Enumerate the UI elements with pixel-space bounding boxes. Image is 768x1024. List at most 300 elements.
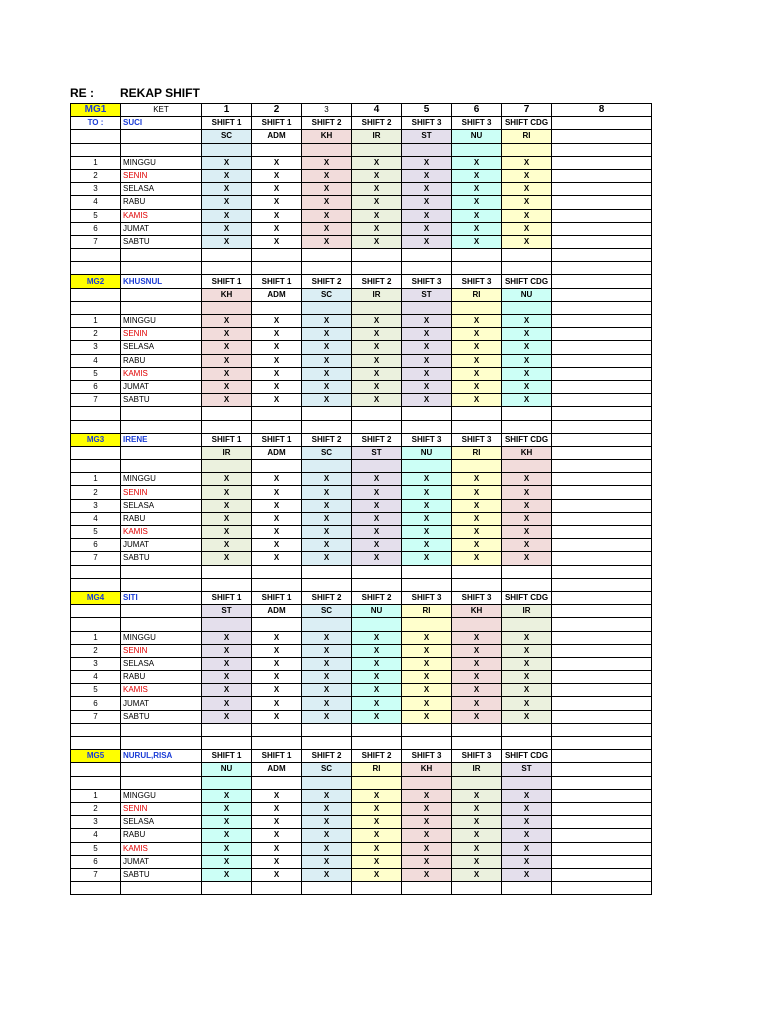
- shift-label[interactable]: SHIFT CDG: [502, 591, 552, 604]
- empty-cell[interactable]: [71, 130, 121, 143]
- shift-mark[interactable]: X: [202, 644, 252, 657]
- shift-mark[interactable]: X: [352, 235, 402, 248]
- shift-mark[interactable]: X: [502, 394, 552, 407]
- empty-cell[interactable]: [402, 578, 452, 591]
- day-name[interactable]: MINGGU: [121, 473, 202, 486]
- shift-mark[interactable]: X: [302, 169, 352, 182]
- empty-cell[interactable]: [302, 460, 352, 473]
- group-cell[interactable]: MG1: [71, 104, 121, 117]
- shift-mark[interactable]: X: [502, 644, 552, 657]
- shift-mark[interactable]: X: [302, 842, 352, 855]
- shift-mark[interactable]: X: [302, 328, 352, 341]
- shift-label[interactable]: SHIFT 2: [352, 275, 402, 288]
- shift-mark[interactable]: X: [402, 829, 452, 842]
- shift-mark[interactable]: X: [502, 657, 552, 670]
- shift-mark[interactable]: X: [402, 169, 452, 182]
- shift-code[interactable]: SC: [302, 763, 352, 776]
- shift-mark[interactable]: X: [252, 671, 302, 684]
- day-number[interactable]: 5: [71, 842, 121, 855]
- day-name[interactable]: SABTU: [121, 552, 202, 565]
- day-name[interactable]: SENIN: [121, 169, 202, 182]
- empty-cell[interactable]: [502, 301, 552, 314]
- empty-cell[interactable]: [552, 605, 652, 618]
- empty-cell[interactable]: [71, 301, 121, 314]
- empty-cell[interactable]: [71, 882, 121, 895]
- shift-mark[interactable]: X: [352, 539, 402, 552]
- empty-cell[interactable]: [121, 420, 202, 433]
- shift-mark[interactable]: X: [352, 526, 402, 539]
- shift-mark[interactable]: X: [352, 354, 402, 367]
- column-number[interactable]: 4: [352, 104, 402, 117]
- shift-mark[interactable]: X: [402, 315, 452, 328]
- shift-mark[interactable]: X: [502, 552, 552, 565]
- day-number[interactable]: 4: [71, 829, 121, 842]
- shift-mark[interactable]: X: [502, 473, 552, 486]
- empty-cell[interactable]: [552, 315, 652, 328]
- empty-cell[interactable]: [502, 420, 552, 433]
- day-number[interactable]: 2: [71, 486, 121, 499]
- empty-cell[interactable]: [452, 301, 502, 314]
- shift-mark[interactable]: X: [352, 855, 402, 868]
- empty-cell[interactable]: [71, 262, 121, 275]
- empty-cell[interactable]: [302, 301, 352, 314]
- shift-mark[interactable]: X: [352, 183, 402, 196]
- shift-mark[interactable]: X: [502, 816, 552, 829]
- empty-cell[interactable]: [502, 262, 552, 275]
- shift-label[interactable]: SHIFT 2: [302, 275, 352, 288]
- empty-cell[interactable]: [121, 737, 202, 750]
- shift-mark[interactable]: X: [352, 657, 402, 670]
- shift-mark[interactable]: X: [452, 842, 502, 855]
- empty-cell[interactable]: [121, 262, 202, 275]
- shift-mark[interactable]: X: [402, 156, 452, 169]
- shift-mark[interactable]: X: [252, 196, 302, 209]
- shift-label[interactable]: SHIFT 1: [202, 591, 252, 604]
- shift-label[interactable]: SHIFT 3: [452, 750, 502, 763]
- day-number[interactable]: 6: [71, 855, 121, 868]
- day-name[interactable]: RABU: [121, 829, 202, 842]
- empty-cell[interactable]: [552, 829, 652, 842]
- person-name[interactable]: SITI: [121, 591, 202, 604]
- day-name[interactable]: SABTU: [121, 235, 202, 248]
- shift-code[interactable]: IR: [502, 605, 552, 618]
- shift-mark[interactable]: X: [302, 499, 352, 512]
- shift-mark[interactable]: X: [402, 789, 452, 802]
- empty-cell[interactable]: [552, 169, 652, 182]
- shift-mark[interactable]: X: [352, 842, 402, 855]
- shift-label[interactable]: SHIFT CDG: [502, 433, 552, 446]
- day-name[interactable]: RABU: [121, 512, 202, 525]
- day-name[interactable]: MINGGU: [121, 315, 202, 328]
- empty-cell[interactable]: [552, 354, 652, 367]
- shift-mark[interactable]: X: [452, 473, 502, 486]
- group-cell[interactable]: MG3: [71, 433, 121, 446]
- empty-cell[interactable]: [302, 565, 352, 578]
- shift-code[interactable]: SC: [302, 605, 352, 618]
- shift-mark[interactable]: X: [202, 789, 252, 802]
- shift-mark[interactable]: X: [302, 486, 352, 499]
- shift-label[interactable]: SHIFT 2: [352, 750, 402, 763]
- shift-mark[interactable]: X: [452, 789, 502, 802]
- empty-cell[interactable]: [502, 737, 552, 750]
- shift-mark[interactable]: X: [302, 644, 352, 657]
- shift-code[interactable]: RI: [502, 130, 552, 143]
- shift-mark[interactable]: X: [302, 829, 352, 842]
- shift-mark[interactable]: X: [202, 855, 252, 868]
- empty-cell[interactable]: [552, 473, 652, 486]
- empty-cell[interactable]: [121, 288, 202, 301]
- empty-cell[interactable]: [121, 605, 202, 618]
- empty-cell[interactable]: [502, 882, 552, 895]
- shift-mark[interactable]: X: [402, 235, 452, 248]
- empty-cell[interactable]: [302, 407, 352, 420]
- shift-mark[interactable]: X: [302, 209, 352, 222]
- empty-cell[interactable]: [252, 262, 302, 275]
- shift-label[interactable]: SHIFT 3: [402, 275, 452, 288]
- shift-label[interactable]: SHIFT 3: [452, 591, 502, 604]
- shift-mark[interactable]: X: [302, 315, 352, 328]
- empty-cell[interactable]: [552, 262, 652, 275]
- shift-label[interactable]: SHIFT 1: [202, 117, 252, 130]
- day-name[interactable]: MINGGU: [121, 789, 202, 802]
- shift-mark[interactable]: X: [402, 367, 452, 380]
- empty-cell[interactable]: [552, 776, 652, 789]
- shift-mark[interactable]: X: [452, 328, 502, 341]
- shift-mark[interactable]: X: [352, 222, 402, 235]
- shift-code[interactable]: SC: [302, 288, 352, 301]
- shift-mark[interactable]: X: [202, 196, 252, 209]
- shift-label[interactable]: SHIFT CDG: [502, 275, 552, 288]
- shift-mark[interactable]: X: [302, 657, 352, 670]
- shift-mark[interactable]: X: [352, 684, 402, 697]
- shift-mark[interactable]: X: [202, 156, 252, 169]
- empty-cell[interactable]: [71, 618, 121, 631]
- shift-label[interactable]: SHIFT 3: [402, 591, 452, 604]
- empty-cell[interactable]: [202, 420, 252, 433]
- empty-cell[interactable]: [252, 882, 302, 895]
- day-name[interactable]: SELASA: [121, 816, 202, 829]
- empty-cell[interactable]: [552, 710, 652, 723]
- shift-label[interactable]: SHIFT 2: [352, 433, 402, 446]
- empty-cell[interactable]: [502, 578, 552, 591]
- empty-cell[interactable]: [252, 420, 302, 433]
- shift-mark[interactable]: X: [352, 644, 402, 657]
- shift-mark[interactable]: X: [452, 315, 502, 328]
- empty-cell[interactable]: [302, 882, 352, 895]
- shift-label[interactable]: SHIFT 2: [302, 433, 352, 446]
- day-name[interactable]: SABTU: [121, 394, 202, 407]
- empty-cell[interactable]: [552, 143, 652, 156]
- day-number[interactable]: 5: [71, 209, 121, 222]
- empty-cell[interactable]: [121, 565, 202, 578]
- shift-code[interactable]: ADM: [252, 130, 302, 143]
- shift-mark[interactable]: X: [202, 526, 252, 539]
- shift-mark[interactable]: X: [302, 552, 352, 565]
- shift-mark[interactable]: X: [402, 697, 452, 710]
- empty-cell[interactable]: [502, 249, 552, 262]
- shift-mark[interactable]: X: [252, 868, 302, 881]
- shift-label[interactable]: SHIFT 2: [352, 117, 402, 130]
- shift-code[interactable]: IR: [352, 288, 402, 301]
- day-number[interactable]: 3: [71, 499, 121, 512]
- empty-cell[interactable]: [71, 249, 121, 262]
- empty-cell[interactable]: [352, 776, 402, 789]
- shift-mark[interactable]: X: [202, 209, 252, 222]
- shift-mark[interactable]: X: [202, 868, 252, 881]
- day-name[interactable]: KAMIS: [121, 367, 202, 380]
- empty-cell[interactable]: [402, 249, 452, 262]
- empty-cell[interactable]: [252, 723, 302, 736]
- empty-cell[interactable]: [202, 143, 252, 156]
- empty-cell[interactable]: [252, 618, 302, 631]
- empty-cell[interactable]: [352, 407, 402, 420]
- shift-mark[interactable]: X: [502, 512, 552, 525]
- shift-mark[interactable]: X: [452, 552, 502, 565]
- shift-mark[interactable]: X: [202, 473, 252, 486]
- shift-mark[interactable]: X: [252, 341, 302, 354]
- shift-mark[interactable]: X: [302, 156, 352, 169]
- empty-cell[interactable]: [252, 460, 302, 473]
- shift-label[interactable]: SHIFT 1: [202, 750, 252, 763]
- empty-cell[interactable]: [71, 407, 121, 420]
- shift-mark[interactable]: X: [402, 209, 452, 222]
- day-name[interactable]: SENIN: [121, 486, 202, 499]
- empty-cell[interactable]: [71, 723, 121, 736]
- shift-mark[interactable]: X: [452, 631, 502, 644]
- shift-label[interactable]: SHIFT 1: [252, 117, 302, 130]
- shift-mark[interactable]: X: [402, 842, 452, 855]
- empty-cell[interactable]: [71, 737, 121, 750]
- empty-cell[interactable]: [502, 143, 552, 156]
- shift-mark[interactable]: X: [302, 380, 352, 393]
- empty-cell[interactable]: [552, 750, 652, 763]
- shift-mark[interactable]: X: [352, 802, 402, 815]
- day-number[interactable]: 7: [71, 235, 121, 248]
- group-cell[interactable]: MG4: [71, 591, 121, 604]
- shift-code[interactable]: KH: [402, 763, 452, 776]
- shift-mark[interactable]: X: [352, 473, 402, 486]
- shift-mark[interactable]: X: [502, 486, 552, 499]
- shift-mark[interactable]: X: [502, 842, 552, 855]
- empty-cell[interactable]: [302, 737, 352, 750]
- shift-mark[interactable]: X: [402, 657, 452, 670]
- person-name[interactable]: SUCI: [121, 117, 202, 130]
- shift-mark[interactable]: X: [502, 235, 552, 248]
- shift-mark[interactable]: X: [252, 789, 302, 802]
- empty-cell[interactable]: [552, 512, 652, 525]
- shift-mark[interactable]: X: [252, 394, 302, 407]
- empty-cell[interactable]: [252, 249, 302, 262]
- empty-cell[interactable]: [71, 763, 121, 776]
- shift-mark[interactable]: X: [452, 868, 502, 881]
- empty-cell[interactable]: [502, 565, 552, 578]
- shift-mark[interactable]: X: [402, 552, 452, 565]
- shift-mark[interactable]: X: [502, 315, 552, 328]
- shift-mark[interactable]: X: [202, 354, 252, 367]
- shift-mark[interactable]: X: [502, 380, 552, 393]
- empty-cell[interactable]: [552, 486, 652, 499]
- empty-cell[interactable]: [121, 130, 202, 143]
- empty-cell[interactable]: [71, 288, 121, 301]
- shift-mark[interactable]: X: [202, 631, 252, 644]
- shift-mark[interactable]: X: [252, 684, 302, 697]
- shift-mark[interactable]: X: [302, 196, 352, 209]
- shift-mark[interactable]: X: [302, 473, 352, 486]
- shift-mark[interactable]: X: [252, 486, 302, 499]
- day-name[interactable]: KAMIS: [121, 526, 202, 539]
- shift-mark[interactable]: X: [252, 631, 302, 644]
- empty-cell[interactable]: [252, 565, 302, 578]
- shift-mark[interactable]: X: [502, 222, 552, 235]
- day-name[interactable]: JUMAT: [121, 380, 202, 393]
- empty-cell[interactable]: [552, 235, 652, 248]
- shift-label[interactable]: SHIFT 2: [352, 591, 402, 604]
- empty-cell[interactable]: [252, 578, 302, 591]
- empty-cell[interactable]: [202, 407, 252, 420]
- empty-cell[interactable]: [552, 631, 652, 644]
- shift-mark[interactable]: X: [202, 512, 252, 525]
- shift-code[interactable]: ST: [402, 288, 452, 301]
- day-number[interactable]: 5: [71, 367, 121, 380]
- shift-mark[interactable]: X: [402, 499, 452, 512]
- shift-label[interactable]: SHIFT 1: [252, 591, 302, 604]
- shift-mark[interactable]: X: [352, 512, 402, 525]
- person-name[interactable]: KHUSNUL: [121, 275, 202, 288]
- empty-cell[interactable]: [71, 446, 121, 459]
- empty-cell[interactable]: [121, 143, 202, 156]
- day-number[interactable]: 2: [71, 802, 121, 815]
- empty-cell[interactable]: [402, 618, 452, 631]
- shift-mark[interactable]: X: [452, 802, 502, 815]
- empty-cell[interactable]: [452, 618, 502, 631]
- shift-mark[interactable]: X: [352, 671, 402, 684]
- shift-mark[interactable]: X: [502, 802, 552, 815]
- shift-mark[interactable]: X: [452, 539, 502, 552]
- shift-mark[interactable]: X: [302, 697, 352, 710]
- shift-label[interactable]: SHIFT 1: [202, 275, 252, 288]
- shift-mark[interactable]: X: [402, 341, 452, 354]
- shift-mark[interactable]: X: [502, 631, 552, 644]
- shift-mark[interactable]: X: [502, 539, 552, 552]
- day-name[interactable]: KAMIS: [121, 209, 202, 222]
- empty-cell[interactable]: [552, 789, 652, 802]
- day-number[interactable]: 3: [71, 183, 121, 196]
- shift-mark[interactable]: X: [302, 671, 352, 684]
- empty-cell[interactable]: [302, 143, 352, 156]
- shift-mark[interactable]: X: [402, 328, 452, 341]
- empty-cell[interactable]: [402, 407, 452, 420]
- shift-label[interactable]: SHIFT 1: [252, 750, 302, 763]
- shift-code[interactable]: NU: [502, 288, 552, 301]
- shift-mark[interactable]: X: [452, 684, 502, 697]
- shift-mark[interactable]: X: [502, 868, 552, 881]
- empty-cell[interactable]: [552, 697, 652, 710]
- day-name[interactable]: SENIN: [121, 644, 202, 657]
- empty-cell[interactable]: [502, 776, 552, 789]
- shift-mark[interactable]: X: [502, 196, 552, 209]
- shift-mark[interactable]: X: [202, 802, 252, 815]
- shift-mark[interactable]: X: [202, 697, 252, 710]
- shift-mark[interactable]: X: [402, 512, 452, 525]
- empty-cell[interactable]: [552, 222, 652, 235]
- shift-mark[interactable]: X: [202, 328, 252, 341]
- shift-mark[interactable]: X: [402, 868, 452, 881]
- shift-mark[interactable]: X: [252, 526, 302, 539]
- shift-mark[interactable]: X: [352, 499, 402, 512]
- empty-cell[interactable]: [552, 882, 652, 895]
- shift-mark[interactable]: X: [202, 499, 252, 512]
- shift-mark[interactable]: X: [352, 380, 402, 393]
- shift-mark[interactable]: X: [252, 235, 302, 248]
- shift-mark[interactable]: X: [502, 684, 552, 697]
- shift-mark[interactable]: X: [252, 156, 302, 169]
- shift-mark[interactable]: X: [202, 315, 252, 328]
- empty-cell[interactable]: [202, 882, 252, 895]
- shift-mark[interactable]: X: [252, 829, 302, 842]
- shift-mark[interactable]: X: [302, 354, 352, 367]
- empty-cell[interactable]: [552, 552, 652, 565]
- shift-mark[interactable]: X: [302, 367, 352, 380]
- day-number[interactable]: 7: [71, 710, 121, 723]
- day-number[interactable]: 5: [71, 526, 121, 539]
- shift-mark[interactable]: X: [502, 156, 552, 169]
- day-number[interactable]: 1: [71, 789, 121, 802]
- empty-cell[interactable]: [502, 723, 552, 736]
- shift-mark[interactable]: X: [452, 235, 502, 248]
- shift-label[interactable]: SHIFT 3: [452, 117, 502, 130]
- empty-cell[interactable]: [552, 380, 652, 393]
- empty-cell[interactable]: [121, 407, 202, 420]
- shift-mark[interactable]: X: [452, 209, 502, 222]
- to-label[interactable]: TO :: [71, 117, 121, 130]
- day-number[interactable]: 4: [71, 354, 121, 367]
- shift-mark[interactable]: X: [202, 486, 252, 499]
- empty-cell[interactable]: [452, 407, 502, 420]
- shift-mark[interactable]: X: [502, 526, 552, 539]
- day-number[interactable]: 2: [71, 644, 121, 657]
- empty-cell[interactable]: [452, 249, 502, 262]
- day-number[interactable]: 1: [71, 473, 121, 486]
- empty-cell[interactable]: [302, 723, 352, 736]
- group-cell[interactable]: MG5: [71, 750, 121, 763]
- shift-mark[interactable]: X: [202, 842, 252, 855]
- shift-mark[interactable]: X: [302, 341, 352, 354]
- day-name[interactable]: SELASA: [121, 499, 202, 512]
- shift-mark[interactable]: X: [502, 209, 552, 222]
- shift-mark[interactable]: X: [402, 684, 452, 697]
- empty-cell[interactable]: [352, 618, 402, 631]
- shift-mark[interactable]: X: [252, 380, 302, 393]
- day-name[interactable]: KAMIS: [121, 684, 202, 697]
- empty-cell[interactable]: [121, 446, 202, 459]
- empty-cell[interactable]: [552, 328, 652, 341]
- empty-cell[interactable]: [71, 565, 121, 578]
- shift-mark[interactable]: X: [352, 196, 402, 209]
- day-number[interactable]: 6: [71, 380, 121, 393]
- shift-mark[interactable]: X: [302, 710, 352, 723]
- shift-mark[interactable]: X: [302, 868, 352, 881]
- day-name[interactable]: SELASA: [121, 341, 202, 354]
- shift-mark[interactable]: X: [302, 816, 352, 829]
- shift-mark[interactable]: X: [502, 354, 552, 367]
- shift-mark[interactable]: X: [452, 183, 502, 196]
- shift-code[interactable]: RI: [352, 763, 402, 776]
- day-name[interactable]: RABU: [121, 196, 202, 209]
- shift-label[interactable]: SHIFT 1: [252, 433, 302, 446]
- day-name[interactable]: SABTU: [121, 868, 202, 881]
- empty-cell[interactable]: [552, 578, 652, 591]
- empty-cell[interactable]: [202, 776, 252, 789]
